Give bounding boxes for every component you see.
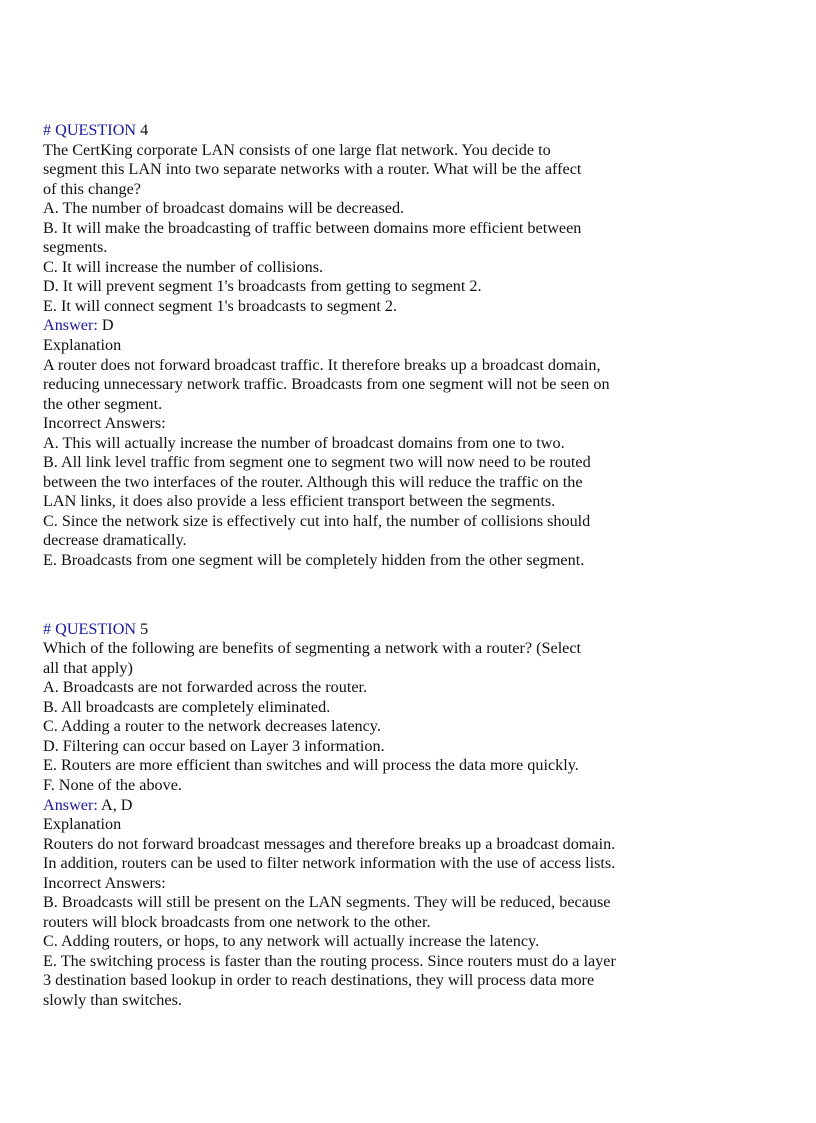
answer-option-f: F. None of the above. [43,775,182,794]
answer-option-d: D. It will prevent segment 1's broadcasts from getting to segment 2. [43,277,482,296]
question-heading-label: # QUESTION [43,619,137,638]
incorrect-answer-line: E. The switching process is faster than the routing process. Since routers must do a layer [43,951,616,970]
answer-line [43,316,783,336]
answer-value: A, D [101,795,133,814]
answer-option-b: B. All broadcasts are completely eliminated. [43,697,331,716]
question-stem-line: segment this LAN into two separate networks with a router. What will be the affect [43,160,582,179]
incorrect-answers-title: Incorrect Answers: [43,414,166,433]
answer-option-a: A. The number of broadcast domains will be decreased. [43,199,405,218]
answer-option-b-cont: segments. [43,238,108,257]
question-heading-label: # QUESTION [43,121,137,139]
answer-line [43,796,783,816]
question-heading [43,620,783,640]
incorrect-answer-line: 3 destination based lookup in order to reach destinations, they will process data more [43,971,595,990]
incorrect-answer-line: B. All link level traffic from segment one to segment two will now need to be routed [43,453,591,472]
answer-option-c: C. It will increase the number of collisions. [43,257,324,276]
answer-label: Answer: [43,316,98,335]
answer-option-d: D. Filtering can occur based on Layer 3 information. [43,736,385,755]
incorrect-answer-line: LAN links, it does also provide a less efficient transport between the segments. [43,492,556,511]
incorrect-answer-line: A. This will actually increase the number of broadcast domains from one to two. [43,433,565,452]
explanation-line: In addition, routers can be used to filter network information with the use of access lists. [43,854,616,873]
incorrect-answer-line: C. Adding routers, or hops, to any network will actually increase the latency. [43,932,540,951]
explanation-line: reducing unnecessary network traffic. Broadcasts from one segment will not be seen on [43,375,610,394]
explanation-line: Routers do not forward broadcast messages and therefore breaks up a broadcast domain. [43,834,616,853]
question-number: 5 [140,619,149,638]
answer-option-c: C. Adding a router to the network decreases latency. [43,717,381,736]
question-stem-line: The CertKing corporate LAN consists of one large flat network. You decide to [43,140,551,159]
answer-option-e: E. Routers are more efficient than switches and will process the data more quickly. [43,756,579,775]
explanation-title: Explanation [43,815,122,834]
answer-label: Answer: [43,795,98,814]
question-stem-line: all that apply) [43,658,133,677]
incorrect-answer-line: slowly than switches. [43,990,182,1009]
explanation-title: Explanation [43,336,122,355]
explanation-line: the other segment. [43,394,163,413]
section-spacer [43,571,783,620]
answer-option-a: A. Broadcasts are not forwarded across the router. [43,678,368,697]
question-number: 4 [140,121,149,139]
answer-value: D [101,316,114,335]
incorrect-answer-line: routers will block broadcasts from one network to the other. [43,912,431,931]
incorrect-answer-line: B. Broadcasts will still be present on the LAN segments. They will be reduced, because [43,893,611,912]
explanation-line: A router does not forward broadcast traffic. It therefore breaks up a broadcast domain, [43,355,601,374]
incorrect-answer-line: decrease dramatically. [43,531,187,550]
question-heading [43,121,783,141]
incorrect-answer-line: C. Since the network size is effectively cut into half, the number of collisions should [43,511,591,530]
incorrect-answers-title: Incorrect Answers: [43,873,166,892]
answer-option-b: B. It will make the broadcasting of traffic between domains more efficient between [43,218,582,237]
answer-option-e: E. It will connect segment 1's broadcasts to segment 2. [43,296,398,315]
question-5 [43,620,783,1011]
incorrect-answer-line: between the two interfaces of the router. Although this will reduce the traffic on the [43,472,583,491]
question-stem-line: of this change? [43,179,141,198]
question-4 [43,121,783,571]
document-page [43,121,783,1011]
incorrect-answer-line: E. Broadcasts from one segment will be completely hidden from the other segment. [43,551,585,570]
question-stem-line: Which of the following are benefits of segmenting a network with a router? (Select [43,639,582,658]
